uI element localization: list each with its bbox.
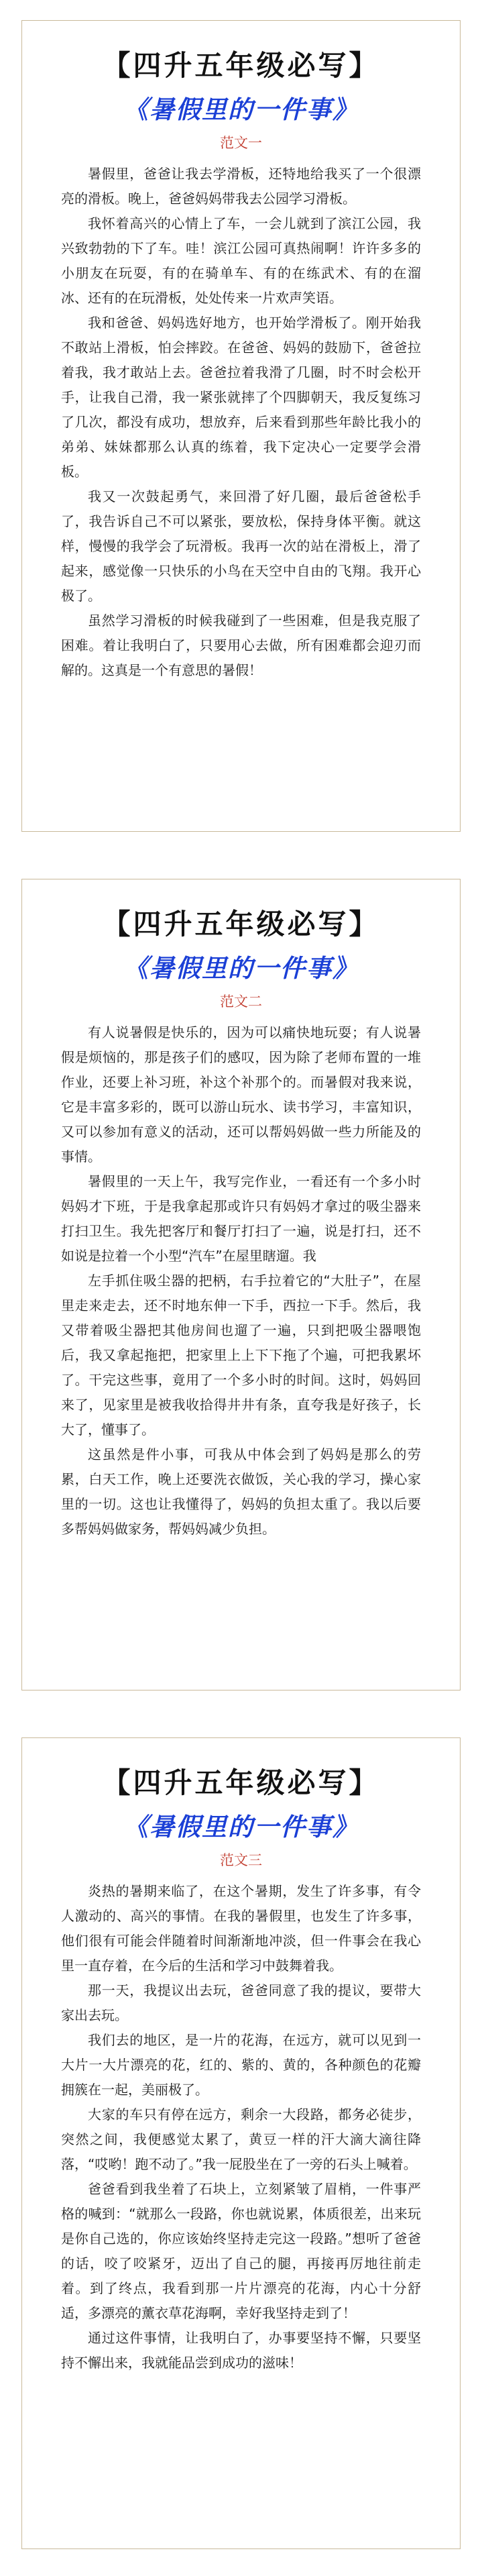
article-title: 《暑假里的一件事》 (123, 954, 359, 983)
article-header: 【四升五年级必写】 (102, 49, 380, 82)
article-header: 【四升五年级必写】 (102, 908, 380, 941)
article-title: 《暑假里的一件事》 (123, 1813, 359, 1841)
paragraph: 我们去的地区，是一片的花海，在远方，就可以见到一大片一大片漂亮的花，红的、紫的、黄的，各种颜色的花瓣拥簇在一起，美丽极了。 (61, 2032, 421, 2098)
article-body (61, 162, 421, 683)
paragraph: 暑假里的一天上午，我写完作业，一看还有一个多小时妈妈才下班，于是我拿起那或许只有妈妈才拿过的吸尘器来打扫卫生。我先把客厅和餐厅打扫了一遍，说是打扫，还不如说是拉着一个小型“汽车”在屋里瞎遛。我 (61, 1173, 421, 1264)
paragraph: 有人说暑假是快乐的，因为可以痛快地玩耍；有人说暑假是烦恼的，那是孩子们的感叹，因为除了老师布置的一堆作业，还要上补习班，补这个补那个的。而暑假对我来说，它是丰富多彩的，既可以游山玩水、读书学习，丰富知识，又可以参加有意义的活动，还可以帮妈妈做一些力所能及的事情。 (61, 1024, 421, 1165)
paragraph: 这虽然是件小事，可我从中体会到了妈妈是那么的劳累，白天工作，晚上还要洗衣做饭，关心我的学习，操心家里的一切。这也让我懂得了，妈妈的负担太重了。我以后要多帮妈妈做家务，帮妈妈减少负担。 (61, 1446, 421, 1537)
paragraph: 虽然学习滑板的时候我碰到了一些困难，但是我克服了困难。着让我明白了，只要用心去做，所有困难都会迎刃而解的。这真是一个有意思的暑假！ (61, 612, 421, 678)
paragraph: 我怀着高兴的心情上了车，一会儿就到了滨江公园，我兴致勃勃的下了车。哇！滨江公园可真热闹啊！许许多多的小朋友在玩耍，有的在骑单车、有的在练武术、有的在溜冰、还有的在玩滑板，处处传来一片欢声笑语。 (61, 215, 421, 306)
article-card-3 (21, 1737, 461, 2549)
article-body (61, 1020, 421, 1542)
paragraph: 我又一次鼓起勇气，来回滑了好几圈，最后爸爸松手了，我告诉自己不可以紧张，要放松，保持身体平衡。就这样，慢慢的我学会了玩滑板。我再一次的站在滑板上，滑了起来，感觉像一只快乐的小鸟在天空中自由的飞翔。我开心极了。 (61, 488, 421, 604)
paragraph: 暑假里，爸爸让我去学滑板，还特地给我买了一个很漂亮的滑板。晚上，爸爸妈妈带我去公园学习滑板。 (61, 166, 421, 207)
paragraph: 通过这件事情，让我明白了，办事要坚持不懈，只要坚持不懈出来，我就能品尝到成功的滋味！ (61, 2330, 421, 2371)
article-title: 《暑假里的一件事》 (123, 95, 359, 124)
paragraph: 左手抓住吸尘器的把柄，右手拉着它的“大肚子”，在屋里走来走去，还不时地东伸一下手，西拉一下手。然后，我又带着吸尘器把其他房间也遛了一遍，只到把吸尘器喂饱后，我又拿起拖把，把家里上上下下拖了个遍，可把我累坏了。干完这些事，竟用了一个多小时的时间。这时，妈妈回来了，见家里是被我收拾得井井有条，直夸我是好孩子，长大了，懂事了。 (61, 1273, 421, 1438)
sample-label: 范文一 (220, 135, 262, 151)
paragraph: 那一天，我提议出去玩，爸爸同意了我的提议，要带大家出去玩。 (61, 1982, 421, 2023)
paragraph: 我和爸爸、妈妈选好地方，也开始学滑板了。刚开始我不敢站上滑板，怕会摔跤。在爸爸、妈妈的鼓励下，爸爸拉着我，我才敢站上去。爸爸拉着我滑了几圈，时不时会松开手，让我自己滑，我一紧张就摔了个四脚朝天，我反复练习了几次，都没有成功，想放弃，后来看到那些年龄比我小的弟弟、妹妹都那么认真的练着，我下定决心一定要学会滑板。 (61, 315, 421, 480)
article-card-1 (21, 20, 461, 832)
sample-label: 范文三 (220, 1852, 262, 1868)
sample-label: 范文二 (220, 994, 262, 1010)
article-card-2 (21, 879, 461, 1690)
article-body (61, 1879, 421, 2375)
paragraph: 大家的车只有停在远方，剩余一大段路，都务必徒步，突然之间，我便感觉太累了，黄豆一样的汗大滴大滴往降落，“哎哟！跑不动了。”我一屁股坐在了一旁的石头上喊着。 (61, 2106, 421, 2172)
paragraph: 炎热的暑期来临了，在这个暑期，发生了许多事，有令人激动的、高兴的事情。在我的暑假里，也发生了许多事，他们很有可能会伴随着时间渐渐地冲淡，但一件事会在我心里一直存着，在今后的生活和学习中鼓舞着我。 (61, 1883, 421, 1974)
paragraph: 爸爸看到我坐着了石块上，立刻紧皱了眉梢，一件事严格的喊到：“就那么一段路，你也就说累，体质很差，出来玩是你自己选的，你应该始终坚持走完这一段路。”想听了爸爸的话，咬了咬紧牙，迈出了自己的腿，再接再厉地往前走着。到了终点，我看到那一片片漂亮的花海，内心十分舒适，多漂亮的薰衣草花海啊，幸好我坚持走到了！ (61, 2181, 421, 2321)
article-header: 【四升五年级必写】 (102, 1766, 380, 1799)
